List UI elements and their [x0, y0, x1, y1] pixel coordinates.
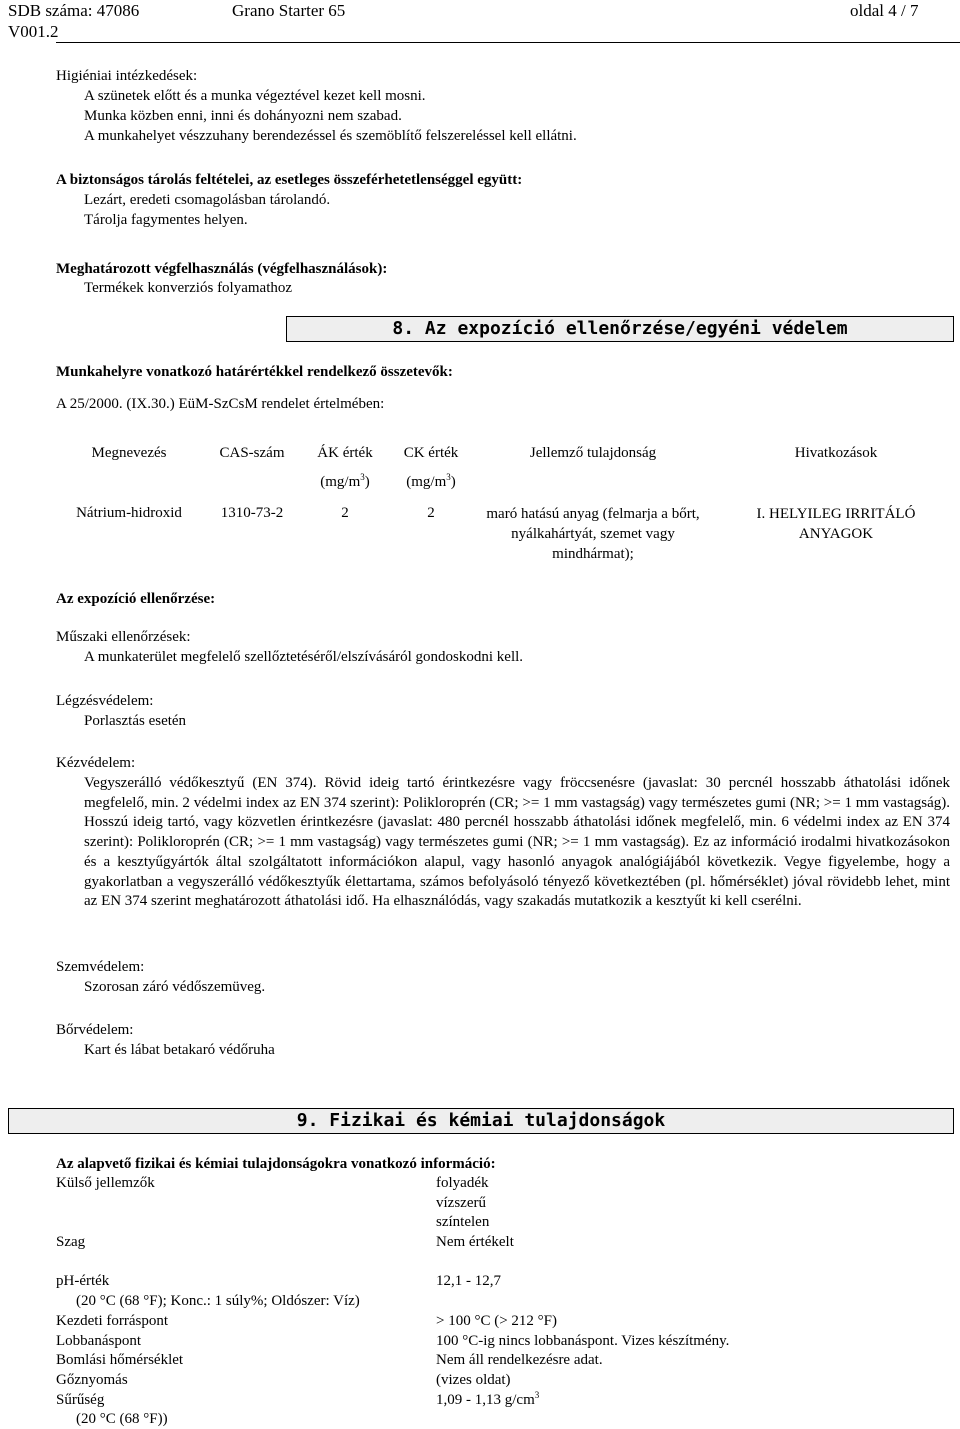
hygiene-title: Higiéniai intézkedések:	[56, 68, 198, 84]
header-ck-unit: $(mg/m^3)$	[406, 472, 456, 490]
skin-title: Bőrvédelem:	[56, 1022, 134, 1038]
row-property: maró hatású anyag (felmarja a bőrt, nyálkahártyát, szemet vagy mindhármat);	[486, 506, 700, 562]
row-ck: 2	[427, 505, 435, 521]
info-title: Az alapvető fizikai és kémiai tulajdonságokra vonatkozó információ:	[56, 1156, 496, 1172]
section-8-banner: 8. Az expozíció ellenőrzése/egyéni védelem	[286, 316, 954, 342]
hand-title: Kézvédelem:	[56, 755, 136, 771]
version: V001.2	[8, 22, 59, 41]
header-ak: ÁK érték	[317, 445, 373, 461]
flash-value: 100 °C-ig nincs lobbanáspont. Vizes készítmény.	[436, 1333, 730, 1349]
hygiene-line: A szünetek előtt és a munka végeztével kezet kell mosni.	[84, 88, 426, 104]
hand-text: Vegyszerálló védőkesztyű (EN 374). Rövid ideig tartó érintkezésre vagy fröccsenésre (javaslat: 30 percnél hosszabb áthatolási időnek megfelelő, min. 2 védelmi index az EN 374 szerint): Polikloroprén (CR; >= 1 mm vastagság) vagy természetes gumi (NR; >= 1 mm vastagság). Hosszú ideig tartó, vagy közvetlen érintkezésre (javaslat: 480 percnél hosszabb áthatolási időnek megfelelő, min. 6 védelmi index az EN 374 szerint): Polikloroprén (CR; >= 1 mm vastagság) vagy természetes gumi (NR; >= 1 mm vastagság). Ez az információ irodalmi hivatkozásokon és a kesztyűgyártók által szolgáltatott információkon alapul, vagy hasonló anyagok analógiájából következik. Vegye figyelembe, hogy a gyakorlatban a vegyszerálló védőkesztyűk élettartama, számos befolyásoló tényező következtében (pl. hőmérséklet) jóval rövidebb lehet, mint az EN 374 szerint meghatározott áthatolási idő. Ha elhasználódás, vagy szakadás mutatkozik a kesztyűt ki kell cserélni.	[84, 775, 950, 910]
regulation-text: A 25/2000. (IX.30.) EüM-SzCsM rendelet értelmében:	[56, 396, 385, 412]
eye-title: Szemvédelem:	[56, 959, 145, 975]
technical-text: A munkaterület megfelelő szellőztetéséről/elszívásáról gondoskodni kell.	[84, 649, 524, 665]
header-ak-unit: $(mg/m^3)$	[320, 472, 370, 490]
skin-text: Kart és lábat betakaró védőruha	[84, 1042, 275, 1058]
vapor-label: Gőznyomás	[56, 1372, 128, 1388]
density-label: Sűrűség	[56, 1392, 105, 1408]
respiratory-title: Légzésvédelem:	[56, 693, 154, 709]
header-cas: CAS-szám	[219, 445, 285, 461]
limits-title: Munkahelyre vonatkozó határértékkel rendelkező összetevők:	[56, 364, 453, 380]
appearance-label: Külső jellemzők	[56, 1175, 155, 1191]
vapor-value: (vizes oldat)	[436, 1372, 511, 1388]
technical-title: Műszaki ellenőrzések:	[56, 629, 191, 645]
appearance-value: színtelen	[436, 1214, 490, 1230]
decomp-value: Nem áll rendelkezésre adat.	[436, 1352, 603, 1368]
respiratory-text: Porlasztás esetén	[84, 713, 187, 729]
end-use-title: Meghatározott végfelhasználás (végfelhasználások):	[56, 261, 388, 277]
end-use-line: Termékek konverziós folyamathoz	[84, 280, 293, 296]
row-ak: 2	[341, 505, 349, 521]
row-refs: I. HELYILEG IRRITÁLÓ ANYAGOK	[756, 506, 916, 542]
density-condition: (20 °C (68 °F))	[76, 1411, 168, 1427]
header-divider	[56, 42, 960, 43]
row-cas: 1310-73-2	[220, 505, 284, 521]
appearance-value: vízszerű	[436, 1195, 486, 1211]
storage-title: A biztonságos tárolás feltételei, az esetleges összeférhetetlenséggel együtt:	[56, 172, 523, 188]
ph-condition: (20 °C (68 °F); Konc.: 1 súly%; Oldószer: Víz)	[76, 1293, 360, 1309]
decomp-label: Bomlási hőmérséklet	[56, 1352, 184, 1368]
boiling-label: Kezdeti forráspont	[56, 1313, 169, 1329]
hygiene-line: Munka közben enni, inni és dohányozni nem szabad.	[84, 108, 402, 124]
hygiene-line: A munkahelyet vészzuhany berendezéssel és szemöblítő felszereléssel kell ellátni.	[84, 128, 577, 144]
appearance-value: folyadék	[436, 1175, 489, 1191]
boiling-value: > 100 °C (> 212 °F)	[436, 1313, 558, 1329]
section-9-banner: 9. Fizikai és kémiai tulajdonságok	[8, 1108, 954, 1134]
page-number: oldal 4 / 7	[850, 1, 919, 20]
exposure-title: Az expozíció ellenőrzése:	[56, 591, 216, 607]
flash-label: Lobbanáspont	[56, 1333, 141, 1349]
header-refs: Hivatkozások	[794, 445, 878, 461]
header-ck: CK érték	[403, 445, 459, 461]
odor-value: Nem értékelt	[436, 1234, 514, 1250]
row-name: Nátrium-hidroxid	[76, 505, 182, 521]
storage-line: Tárolja fagymentes helyen.	[84, 212, 248, 228]
ph-label: pH-érték	[56, 1273, 110, 1289]
storage-line: Lezárt, eredeti csomagolásban tárolandó.	[84, 192, 331, 208]
eye-text: Szorosan záró védőszemüveg.	[84, 979, 266, 995]
header-name: Megnevezés	[91, 445, 167, 461]
sdb-number: SDB száma: 47086	[8, 1, 140, 20]
product-name: Grano Starter 65	[232, 1, 346, 20]
density-value: 1,09 - 1,13 $g/cm^3$	[436, 1390, 540, 1408]
odor-label: Szag	[56, 1234, 86, 1250]
ph-value: 12,1 - 12,7	[436, 1273, 501, 1289]
header-property: Jellemző tulajdonság	[529, 445, 657, 461]
